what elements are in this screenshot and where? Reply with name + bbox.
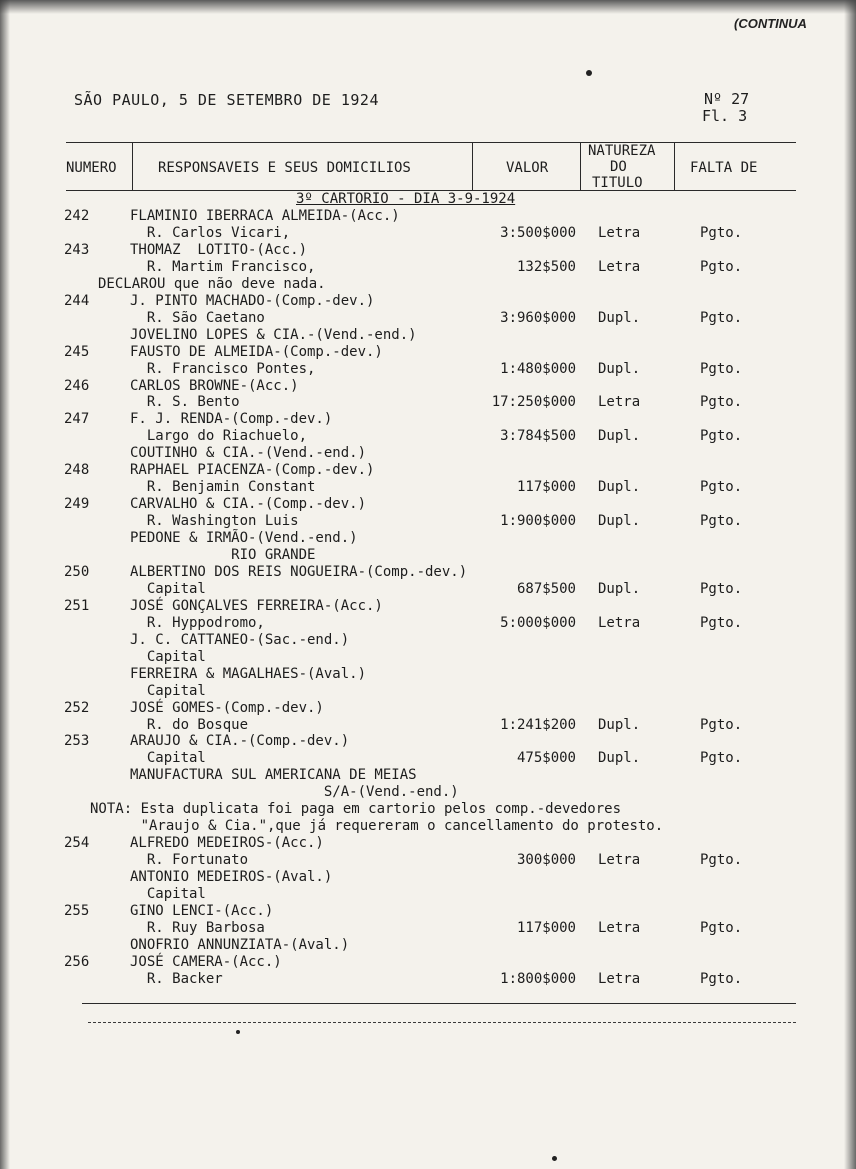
entry-number: 244 — [64, 293, 90, 309]
entry-text: GINO LENCI-(Acc.) — [130, 903, 274, 919]
entry-text: COUTINHO & CIA.-(Vend.-end.) — [130, 445, 367, 461]
entry-text: MANUFACTURA SUL AMERICANA DE MEIAS — [130, 767, 417, 783]
entry-nature: Letra — [598, 394, 641, 410]
entry-text: R. Washington Luis — [130, 513, 299, 529]
entry-nature: Letra — [598, 971, 641, 987]
entry-nature: Letra — [598, 225, 641, 241]
entry-text: J. C. CATTANEO-(Sac.-end.) — [130, 632, 350, 648]
entry-text: R. S. Bento — [130, 394, 240, 410]
entry-nature: Dupl. — [598, 513, 641, 529]
ink-speck — [236, 1030, 240, 1034]
entry-text: JOSÉ GONÇALVES FERREIRA-(Acc.) — [130, 598, 383, 614]
entry-lack: Pgto. — [700, 361, 743, 377]
scan-shadow-top — [0, 0, 856, 14]
entry-text: RIO GRANDE — [130, 547, 316, 563]
entry-value: 1:900$000 — [500, 513, 576, 529]
continuation-note: (CONTINUA — [734, 16, 807, 31]
entry-text: R. Ruy Barbosa — [130, 920, 265, 936]
entry-lack: Pgto. — [700, 615, 743, 631]
entry-nature: Dupl. — [598, 717, 641, 733]
entry-number: 242 — [64, 208, 90, 224]
column-header-falta: FALTA DE — [690, 160, 758, 176]
page-title: SÃO PAULO, 5 DE SETEMBRO DE 1924 — [74, 91, 379, 109]
ink-speck — [586, 70, 592, 76]
entry-text: FLAMINIO IBERRACA ALMEIDA-(Acc.) — [130, 208, 400, 224]
entry-number: 255 — [64, 903, 90, 919]
column-header-responsaveis: RESPONSAVEIS E SEUS DOMICILIOS — [158, 160, 411, 176]
entry-nature: Dupl. — [598, 428, 641, 444]
entry-number: 245 — [64, 344, 90, 360]
column-divider — [472, 142, 473, 190]
entry-nature: Dupl. — [598, 479, 641, 495]
entry-text: R. Benjamin Constant — [130, 479, 316, 495]
entry-lack: Pgto. — [700, 259, 743, 275]
entry-value: 1:480$000 — [500, 361, 576, 377]
entry-nature: Dupl. — [598, 581, 641, 597]
entry-nature: Letra — [598, 920, 641, 936]
entry-text: FERREIRA & MAGALHAES-(Aval.) — [130, 666, 367, 682]
entry-text: F. J. RENDA-(Comp.-dev.) — [130, 411, 333, 427]
entry-value: 5:000$000 — [500, 615, 576, 631]
entry-text: CARVALHO & CIA.-(Comp.-dev.) — [130, 496, 367, 512]
entry-nature: Dupl. — [598, 750, 641, 766]
entry-value: 17:250$000 — [491, 394, 576, 410]
footer-rule — [82, 1003, 796, 1004]
entry-text: "Araujo & Cia.",que já requereram o cancellamento do protesto. — [90, 818, 664, 834]
scan-shadow-left — [0, 0, 10, 1169]
entry-number: 243 — [64, 242, 90, 258]
entry-lack: Pgto. — [700, 717, 743, 733]
entry-text: R. Hyppodromo, — [130, 615, 265, 631]
entry-text: PEDONE & IRMÃO-(Vend.-end.) — [130, 530, 358, 546]
entry-lack: Pgto. — [700, 581, 743, 597]
entry-text: ALBERTINO DOS REIS NOGUEIRA-(Comp.-dev.) — [130, 564, 468, 580]
entry-lack: Pgto. — [700, 750, 743, 766]
entry-text: RAPHAEL PIACENZA-(Comp.-dev.) — [130, 462, 375, 478]
entry-text: JOSÉ CAMERA-(Acc.) — [130, 954, 282, 970]
column-header-natureza: DO — [610, 159, 627, 175]
entry-nature: Letra — [598, 615, 641, 631]
entry-number: 248 — [64, 462, 90, 478]
entry-value: 3:500$000 — [500, 225, 576, 241]
entry-text: R. São Caetano — [130, 310, 265, 326]
entry-lack: Pgto. — [700, 479, 743, 495]
entry-value: 117$000 — [516, 920, 576, 936]
entry-text: NOTA: Esta duplicata foi paga em cartorio pelos comp.-devedores — [90, 801, 622, 817]
entry-value: 3:784$500 — [500, 428, 576, 444]
entry-number: 252 — [64, 700, 90, 716]
entry-lack: Pgto. — [700, 428, 743, 444]
entry-lack: Pgto. — [700, 971, 743, 987]
entry-text: R. Francisco Pontes, — [130, 361, 316, 377]
entry-value: 117$000 — [516, 479, 576, 495]
entry-text: R. Fortunato — [130, 852, 249, 868]
scan-shadow-right — [844, 0, 856, 1169]
entry-nature: Letra — [598, 259, 641, 275]
entry-text: R. Backer — [130, 971, 223, 987]
entry-text: FAUSTO DE ALMEIDA-(Comp.-dev.) — [130, 344, 383, 360]
entry-value: 1:241$200 — [500, 717, 576, 733]
entry-lack: Pgto. — [700, 513, 743, 529]
column-header-numero: NUMERO — [66, 160, 117, 176]
bulletin-number: Nº 27 — [704, 90, 750, 108]
header-top-rule — [66, 142, 796, 143]
entry-number: 249 — [64, 496, 90, 512]
entry-text: J. PINTO MACHADO-(Comp.-dev.) — [130, 293, 375, 309]
column-divider — [580, 142, 581, 190]
column-header-natureza: NATUREZA — [588, 143, 656, 159]
entry-value: 687$500 — [516, 581, 576, 597]
ink-speck — [552, 1156, 557, 1161]
entry-text: THOMAZ LOTITO-(Acc.) — [130, 242, 308, 258]
entry-text: R. do Bosque — [130, 717, 249, 733]
entry-text: R. Martim Francisco, — [130, 259, 316, 275]
entry-text: Capital — [130, 581, 206, 597]
entry-text: Capital — [130, 683, 206, 699]
entry-value: 1:800$000 — [500, 971, 576, 987]
entry-nature: Dupl. — [598, 361, 641, 377]
entry-text: ONOFRIO ANNUNZIATA-(Aval.) — [130, 937, 350, 953]
column-divider — [674, 142, 675, 190]
column-header-valor: VALOR — [506, 160, 549, 176]
entry-number: 246 — [64, 378, 90, 394]
entry-text: ANTONIO MEDEIROS-(Aval.) — [130, 869, 333, 885]
footer-dashed-rule — [88, 1022, 796, 1023]
entry-text: ALFREDO MEDEIROS-(Acc.) — [130, 835, 324, 851]
entry-lack: Pgto. — [700, 225, 743, 241]
entry-text: JOVELINO LOPES & CIA.-(Vend.-end.) — [130, 327, 417, 343]
sheet-number: Fl. 3 — [702, 107, 748, 125]
entry-value: 475$000 — [516, 750, 576, 766]
entry-lack: Pgto. — [700, 310, 743, 326]
entry-text: R. Carlos Vicari, — [130, 225, 291, 241]
entry-value: 132$500 — [516, 259, 576, 275]
entry-lack: Pgto. — [700, 920, 743, 936]
entry-text: Capital — [130, 886, 206, 902]
entry-text: DECLAROU que não deve nada. — [98, 276, 326, 292]
entry-text: CARLOS BROWNE-(Acc.) — [130, 378, 299, 394]
entry-value: 300$000 — [516, 852, 576, 868]
entry-nature: Letra — [598, 852, 641, 868]
entry-text: ARAUJO & CIA.-(Comp.-dev.) — [130, 733, 350, 749]
entry-lack: Pgto. — [700, 852, 743, 868]
entry-number: 251 — [64, 598, 90, 614]
entry-number: 256 — [64, 954, 90, 970]
entry-text: Capital — [130, 750, 206, 766]
entry-text: Largo do Riachuelo, — [130, 428, 308, 444]
entry-text: S/A-(Vend.-end.) — [130, 784, 459, 800]
entry-text: JOSÉ GOMES-(Comp.-dev.) — [130, 700, 324, 716]
entry-number: 253 — [64, 733, 90, 749]
section-title: 3º CARTORIO - DIA 3-9-1924 — [296, 191, 516, 207]
entry-lack: Pgto. — [700, 394, 743, 410]
entry-number: 254 — [64, 835, 90, 851]
entry-number: 247 — [64, 411, 90, 427]
column-divider — [132, 142, 133, 190]
entry-text: Capital — [130, 649, 206, 665]
column-header-natureza: TITULO — [592, 175, 643, 191]
entry-value: 3:960$000 — [500, 310, 576, 326]
entry-number: 250 — [64, 564, 90, 580]
entry-nature: Dupl. — [598, 310, 641, 326]
